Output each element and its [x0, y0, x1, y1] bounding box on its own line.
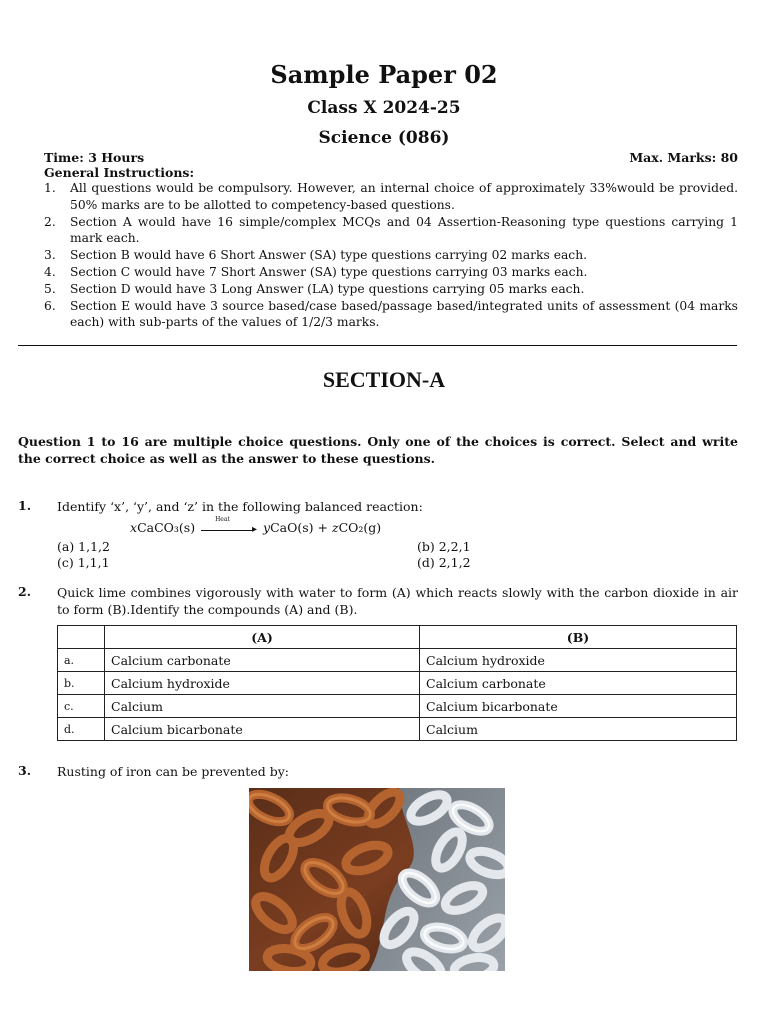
instructions-list [44, 180, 738, 331]
reaction-condition: Heat [215, 515, 230, 523]
instruction-text: Section A would have 16 simple/complex MCQs and 04 Assertion-Reasoning type questions carrying 1 mark each. [70, 214, 738, 246]
horizontal-divider [18, 345, 737, 346]
table-header-cell: (A) [105, 626, 420, 649]
instruction-item [44, 264, 738, 281]
instruction-text: Section D would have 3 Long Answer (LA) type questions carrying 05 marks each. [70, 281, 585, 296]
question-text: Identify ‘x’, ‘y’, and ‘z’ in the following balanced reaction: [57, 499, 423, 514]
general-instructions-heading: General Instructions: [44, 165, 195, 180]
question-text: Rusting of iron can be prevented by: [57, 764, 289, 779]
row-label: b. [58, 672, 105, 695]
instruction-text: Section B would have 6 Short Answer (SA) type questions carrying 02 marks each. [70, 248, 588, 263]
instruction-text: Section C would have 7 Short Answer (SA) type questions carrying 03 marks each. [70, 264, 588, 279]
class-year: Class X 2024-25 [307, 98, 461, 118]
coef-y: y [263, 520, 271, 535]
table-header-cell [58, 626, 105, 649]
row-label: d. [58, 718, 105, 741]
option-c: (c) 1,1,1 [57, 555, 110, 570]
formula-co2: CO₂ [338, 520, 364, 535]
state-solid: (s) [297, 520, 314, 535]
cell-b: Calcium carbonate [420, 672, 737, 695]
table-row [58, 695, 737, 718]
chemical-equation [130, 515, 382, 535]
instruction-number: 5. [44, 281, 56, 296]
cell-b: Calcium [420, 718, 737, 741]
cell-b: Calcium hydroxide [420, 649, 737, 672]
state-solid: (s) [178, 520, 196, 535]
instruction-number: 6. [44, 298, 56, 313]
max-marks: Max. Marks: 80 [629, 150, 738, 165]
formula-cao: CaO [270, 520, 298, 535]
instruction-number: 1. [44, 181, 56, 195]
question-number: 1. [18, 498, 32, 513]
rusty-and-galvanized-chains-image [249, 788, 505, 971]
cell-a: Calcium [105, 695, 420, 718]
question-number: 2. [18, 584, 32, 599]
mcq-instructions: Question 1 to 16 are multiple choice questions. Only one of the choices is correct. Select and write the correct choice as well as the answer to these questions. [18, 434, 738, 466]
section-heading: SECTION-A [322, 367, 446, 392]
chain-image-icon [249, 788, 505, 971]
coef-x: x [130, 520, 138, 535]
table-header-row [58, 626, 737, 649]
plus-sign: + [317, 520, 329, 535]
coef-z: z [332, 520, 339, 535]
state-gas: (g) [363, 520, 382, 535]
instruction-number: 3. [44, 248, 56, 263]
question-number: 3. [18, 763, 32, 778]
option-b: (b) 2,2,1 [417, 539, 471, 554]
instruction-text: All questions would be compulsory. However, an internal choice of approximately 33%would be provided. 50% marks are to be allotted to competency-based questions. [70, 181, 738, 212]
table-row [58, 718, 737, 741]
table-row [58, 672, 737, 695]
time-allowed: Time: 3 Hours [44, 150, 145, 165]
table-row [58, 649, 737, 672]
instruction-item [44, 180, 738, 214]
paper-title: Sample Paper 02 [270, 60, 498, 89]
table-header-cell: (B) [420, 626, 737, 649]
instruction-number: 2. [44, 214, 56, 229]
instruction-item [44, 298, 738, 332]
row-label: c. [58, 695, 105, 718]
instruction-item [44, 281, 738, 298]
subject-code: Science (086) [318, 128, 450, 148]
instruction-number: 4. [44, 264, 56, 279]
cell-b: Calcium bicarbonate [420, 695, 737, 718]
question-text: Quick lime combines vigorously with water to form (A) which reacts slowly with the carbon dioxide in air to form (B).Identify the compounds (A) and (B). [57, 585, 738, 617]
reaction-arrow-icon: Heat ▸ [201, 524, 257, 534]
cell-a: Calcium carbonate [105, 649, 420, 672]
instruction-text: Section E would have 3 source based/case based/passage based/integrated units of assessment (04 marks each) with sub-parts of the values of 1/2/3 marks. [70, 298, 738, 330]
options-table [57, 625, 737, 741]
instruction-item [44, 247, 738, 264]
option-a: (a) 1,1,2 [57, 539, 110, 554]
instruction-item [44, 214, 738, 248]
cell-a: Calcium bicarbonate [105, 718, 420, 741]
option-d: (d) 2,1,2 [417, 555, 471, 570]
formula-caco3: CaCO₃ [137, 520, 179, 535]
row-label: a. [58, 649, 105, 672]
cell-a: Calcium hydroxide [105, 672, 420, 695]
